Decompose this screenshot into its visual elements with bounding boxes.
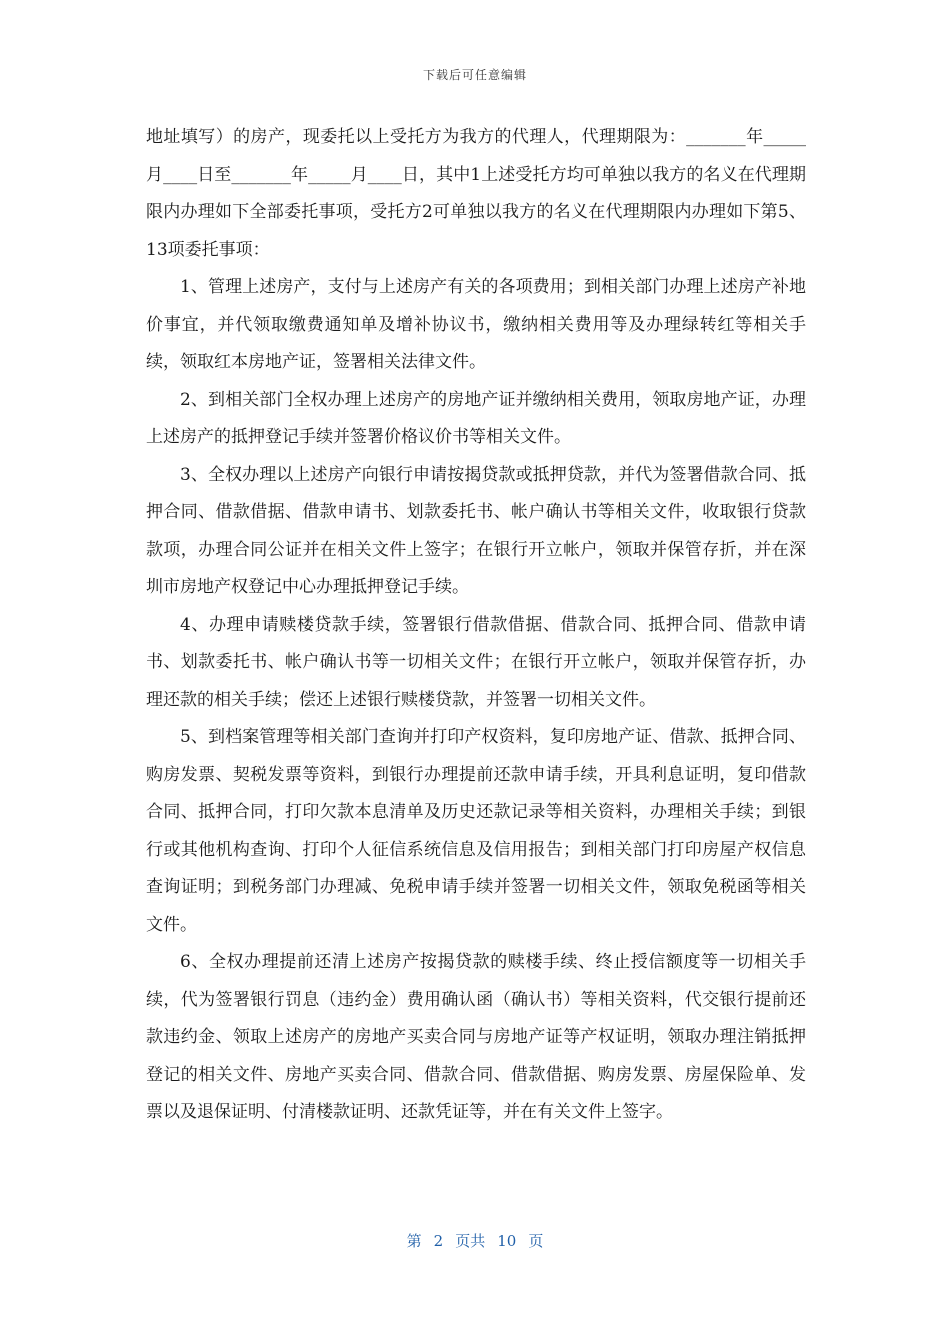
paragraph-item-5: 5、到档案管理等相关部门查询并打印产权资料，复印房地产证、借款、抵押合同、购房发票、契税发票等资料，到银行办理提前还款申请手续，开具利息证明，复印借款合同、抵押合同，打印欠款本息清单及历史还款记录等相关资料，办理相关手续；到银行或其他机构查询、打印个人征信系统信息及信用报告；到相关部门打印房屋产权信息查询证明；到税务部门办理减、免税申请手续并签署一切相关文件，领取免税函等相关文件。	[146, 727, 806, 935]
paragraph-item-6: 6、全权办理提前还清上述房产按揭贷款的赎楼手续、终止授信额度等一切相关手续，代为签署银行罚息（违约金）费用确认函（确认书）等相关资料，代交银行提前还款违约金、领取上述房产的房地产买卖合同与房地产证等产权证明，领取办理注销抵押登记的相关文件、房地产买卖合同、借款合同、借款借据、购房发票、房屋保险单、发票以及退保证明、付清楼款证明、还款凭证等，并在有关文件上签字。	[146, 952, 806, 1122]
footer-suffix: 页	[528, 1232, 544, 1250]
document-body	[146, 119, 806, 1132]
paragraph-item-4: 4、办理申请赎楼贷款手续，签署银行借款借据、借款合同、抵押合同、借款申请书、划款委托书、帐户确认书等一切相关文件；在银行开立帐户，领取并保管存折，办理还款的相关手续；偿还上述银行赎楼贷款，并签署一切相关文件。	[146, 614, 806, 710]
paragraph-intro: 地址填写）的房产，现委托以上受托方为我方的代理人，代理期限为：_______年_____月____日至_______年_____月____日，其中1上述受托方均可单独以我方的名义在代理期限内办理如下全部委托事项，受托方2可单独以我方的名义在代理期限内办理如下第5、13项委托事项：	[146, 127, 806, 260]
footer-total-pages: 10	[497, 1232, 517, 1250]
footer-page-number: 2	[433, 1232, 444, 1250]
page-footer	[0, 1230, 950, 1251]
paragraph-item-3: 3、全权办理以上述房产向银行申请按揭贷款或抵押贷款，并代为签署借款合同、抵押合同、借款借据、借款申请书、划款委托书、帐户确认书等相关文件，收取银行贷款款项，办理合同公证并在相关文件上签字；在银行开立帐户，领取并保管存折，并在深圳市房地产权登记中心办理抵押登记手续。	[146, 464, 806, 597]
footer-middle: 页共	[455, 1232, 486, 1250]
paragraph-item-2: 2、到相关部门全权办理上述房产的房地产证并缴纳相关费用，领取房地产证，办理上述房产的抵押登记手续并签署价格议价书等相关文件。	[146, 389, 806, 447]
header-note: 下载后可任意编辑	[422, 68, 527, 82]
paragraph-item-1: 1、管理上述房产，支付与上述房产有关的各项费用；到相关部门办理上述房产补地价事宜，并代领取缴费通知单及增补协议书，缴纳相关费用等及办理绿转红等相关手续，领取红本房地产证，签署相关法律文件。	[146, 277, 806, 372]
footer-prefix: 第	[406, 1232, 422, 1250]
